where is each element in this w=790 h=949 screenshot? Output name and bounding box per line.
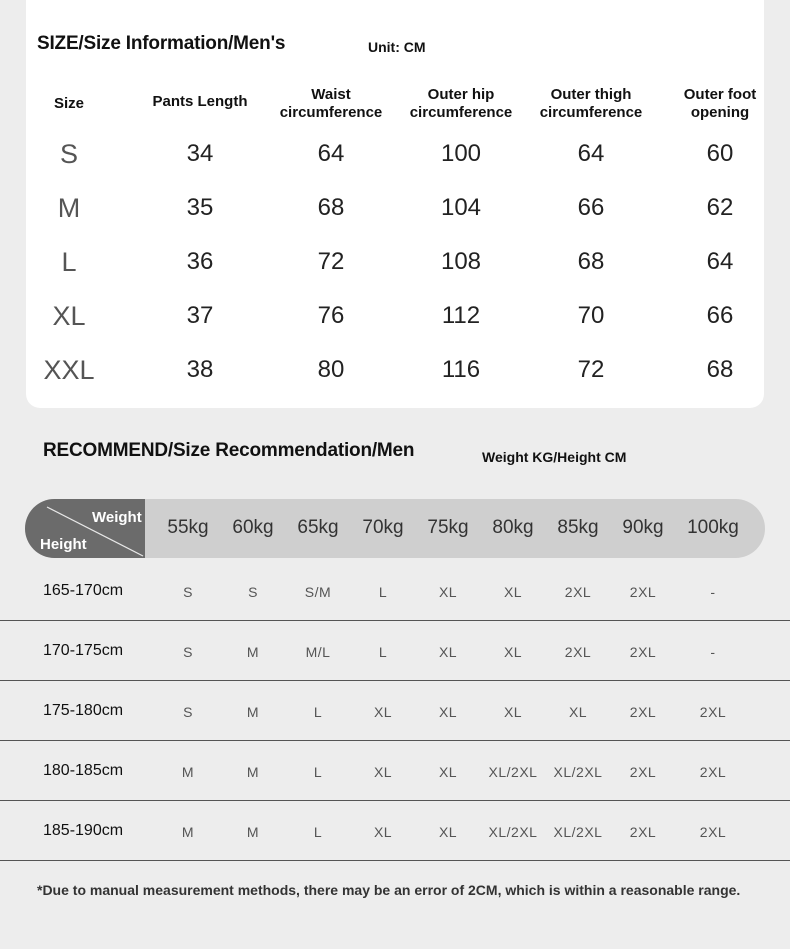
recommended-size: S bbox=[183, 644, 193, 660]
header-line: Size bbox=[53, 95, 84, 112]
measurement-value: 116 bbox=[441, 356, 481, 383]
weight-label: 55kg bbox=[167, 517, 209, 538]
measurement-value: 38 bbox=[186, 356, 214, 383]
recommend-title: RECOMMEND/Size Recommendation/Men bbox=[43, 440, 415, 461]
recommended-size: - bbox=[710, 584, 716, 600]
measurement-value: 66 bbox=[706, 302, 734, 329]
measurement-value: 72 bbox=[317, 248, 345, 275]
recommended-size: - bbox=[710, 644, 716, 660]
recommended-size: S bbox=[248, 584, 258, 600]
recommended-size: 2XL bbox=[699, 764, 727, 780]
recommend-row bbox=[0, 740, 790, 801]
weight-label: 85kg bbox=[557, 517, 599, 538]
header-line: opening bbox=[690, 104, 750, 121]
header-line: circumference bbox=[409, 104, 513, 121]
recommended-size: M bbox=[181, 764, 195, 780]
recommended-size: XL bbox=[373, 824, 393, 840]
measurement-value: 112 bbox=[441, 302, 481, 329]
measurement-value: 37 bbox=[186, 302, 214, 329]
measurement-value: 68 bbox=[706, 356, 734, 383]
measurement-value: 64 bbox=[577, 140, 605, 167]
recommended-size: 2XL bbox=[629, 704, 657, 720]
recommend-unit: Weight KG/Height CM bbox=[482, 449, 627, 465]
recommended-size: 2XL bbox=[564, 644, 592, 660]
size-info-card bbox=[26, 0, 764, 408]
recommended-size: 2XL bbox=[629, 584, 657, 600]
weight-label: 75kg bbox=[427, 517, 469, 538]
header-line: Pants Length bbox=[152, 93, 248, 110]
recommended-size: XL bbox=[568, 704, 588, 720]
recommended-size: XL/2XL bbox=[488, 764, 538, 780]
recommended-size: M/L bbox=[305, 644, 331, 660]
recommended-size: XL bbox=[438, 764, 458, 780]
footnote: *Due to manual measurement methods, there may be an error of 2CM, which is within a reasonable range. bbox=[37, 882, 741, 898]
header-line: Waist bbox=[311, 86, 351, 103]
measurement-value: 80 bbox=[317, 356, 345, 383]
recommended-size: L bbox=[378, 584, 388, 600]
recommended-size: XL/2XL bbox=[553, 764, 603, 780]
recommended-size: XL/2XL bbox=[488, 824, 538, 840]
weight-label: 65kg bbox=[297, 517, 339, 538]
weight-label: 60kg bbox=[232, 517, 274, 538]
measurement-value: 35 bbox=[186, 194, 214, 221]
measurement-value: 62 bbox=[706, 194, 734, 221]
recommended-size: S bbox=[183, 584, 193, 600]
recommended-size: L bbox=[313, 764, 323, 780]
recommended-size: 2XL bbox=[629, 644, 657, 660]
recommended-size: XL bbox=[438, 584, 458, 600]
recommended-size: 2XL bbox=[699, 824, 727, 840]
size-label: L bbox=[61, 247, 77, 277]
measurement-value: 72 bbox=[577, 356, 605, 383]
recommend-row bbox=[0, 800, 790, 861]
recommend-row bbox=[0, 680, 790, 741]
recommended-size: 2XL bbox=[564, 584, 592, 600]
measurement-value: 76 bbox=[317, 302, 345, 329]
corner-weight-label: Weight bbox=[92, 509, 142, 526]
measurement-value: 104 bbox=[440, 194, 482, 221]
recommended-size: XL bbox=[438, 824, 458, 840]
weight-header-bar bbox=[25, 499, 765, 558]
measurement-value: 34 bbox=[186, 140, 214, 167]
height-label: 185-190cm bbox=[43, 822, 124, 839]
weight-label: 90kg bbox=[622, 517, 664, 538]
recommended-size: XL bbox=[438, 644, 458, 660]
recommended-size: L bbox=[378, 644, 388, 660]
header-line: Outer foot bbox=[683, 86, 757, 103]
measurement-value: 68 bbox=[577, 248, 605, 275]
header-line: circumference bbox=[539, 104, 643, 121]
recommended-size: XL bbox=[503, 644, 523, 660]
recommended-size: M bbox=[246, 704, 260, 720]
height-label: 175-180cm bbox=[43, 702, 124, 719]
measurement-value: 70 bbox=[577, 302, 605, 329]
recommended-size: 2XL bbox=[629, 824, 657, 840]
recommended-size: 2XL bbox=[699, 704, 727, 720]
size-label: XL bbox=[52, 301, 86, 331]
recommended-size: XL/2XL bbox=[553, 824, 603, 840]
recommended-size: S/M bbox=[304, 584, 332, 600]
recommend-row bbox=[0, 620, 790, 681]
header-line: circumference bbox=[279, 104, 383, 121]
measurement-value: 100 bbox=[440, 140, 482, 167]
measurement-value: 64 bbox=[706, 248, 734, 275]
height-label: 170-175cm bbox=[43, 642, 124, 659]
recommended-size: XL bbox=[373, 704, 393, 720]
recommend-row bbox=[0, 560, 790, 621]
size-table-title: SIZE/Size Information/Men's bbox=[37, 33, 286, 54]
header-line: Outer thigh bbox=[550, 86, 632, 103]
size-table-unit: Unit: CM bbox=[368, 39, 426, 55]
size-label: M bbox=[57, 193, 81, 223]
weight-label: 80kg bbox=[492, 517, 534, 538]
recommended-size: XL bbox=[503, 584, 523, 600]
corner-height-label: Height bbox=[40, 536, 87, 553]
recommended-size: XL bbox=[438, 704, 458, 720]
measurement-value: 108 bbox=[440, 248, 482, 275]
measurement-value: 64 bbox=[317, 140, 345, 167]
header-line: Outer hip bbox=[427, 86, 495, 103]
recommended-size: M bbox=[246, 824, 260, 840]
recommended-size: S bbox=[183, 704, 193, 720]
size-label: S bbox=[59, 139, 78, 169]
recommended-size: M bbox=[181, 824, 195, 840]
weight-label: 100kg bbox=[687, 517, 739, 538]
measurement-value: 68 bbox=[317, 194, 345, 221]
measurement-value: 36 bbox=[186, 248, 214, 275]
size-table-header bbox=[640, 86, 790, 122]
recommended-size: M bbox=[246, 764, 260, 780]
size-label: XXL bbox=[43, 355, 95, 385]
recommended-size: M bbox=[246, 644, 260, 660]
recommended-size: XL bbox=[373, 764, 393, 780]
recommended-size: XL bbox=[503, 704, 523, 720]
weight-label: 70kg bbox=[362, 517, 404, 538]
recommended-size: L bbox=[313, 824, 323, 840]
recommended-size: L bbox=[313, 704, 323, 720]
height-label: 180-185cm bbox=[43, 762, 124, 779]
measurement-value: 60 bbox=[706, 140, 734, 167]
recommended-size: 2XL bbox=[629, 764, 657, 780]
measurement-value: 66 bbox=[577, 194, 605, 221]
height-label: 165-170cm bbox=[43, 582, 124, 599]
